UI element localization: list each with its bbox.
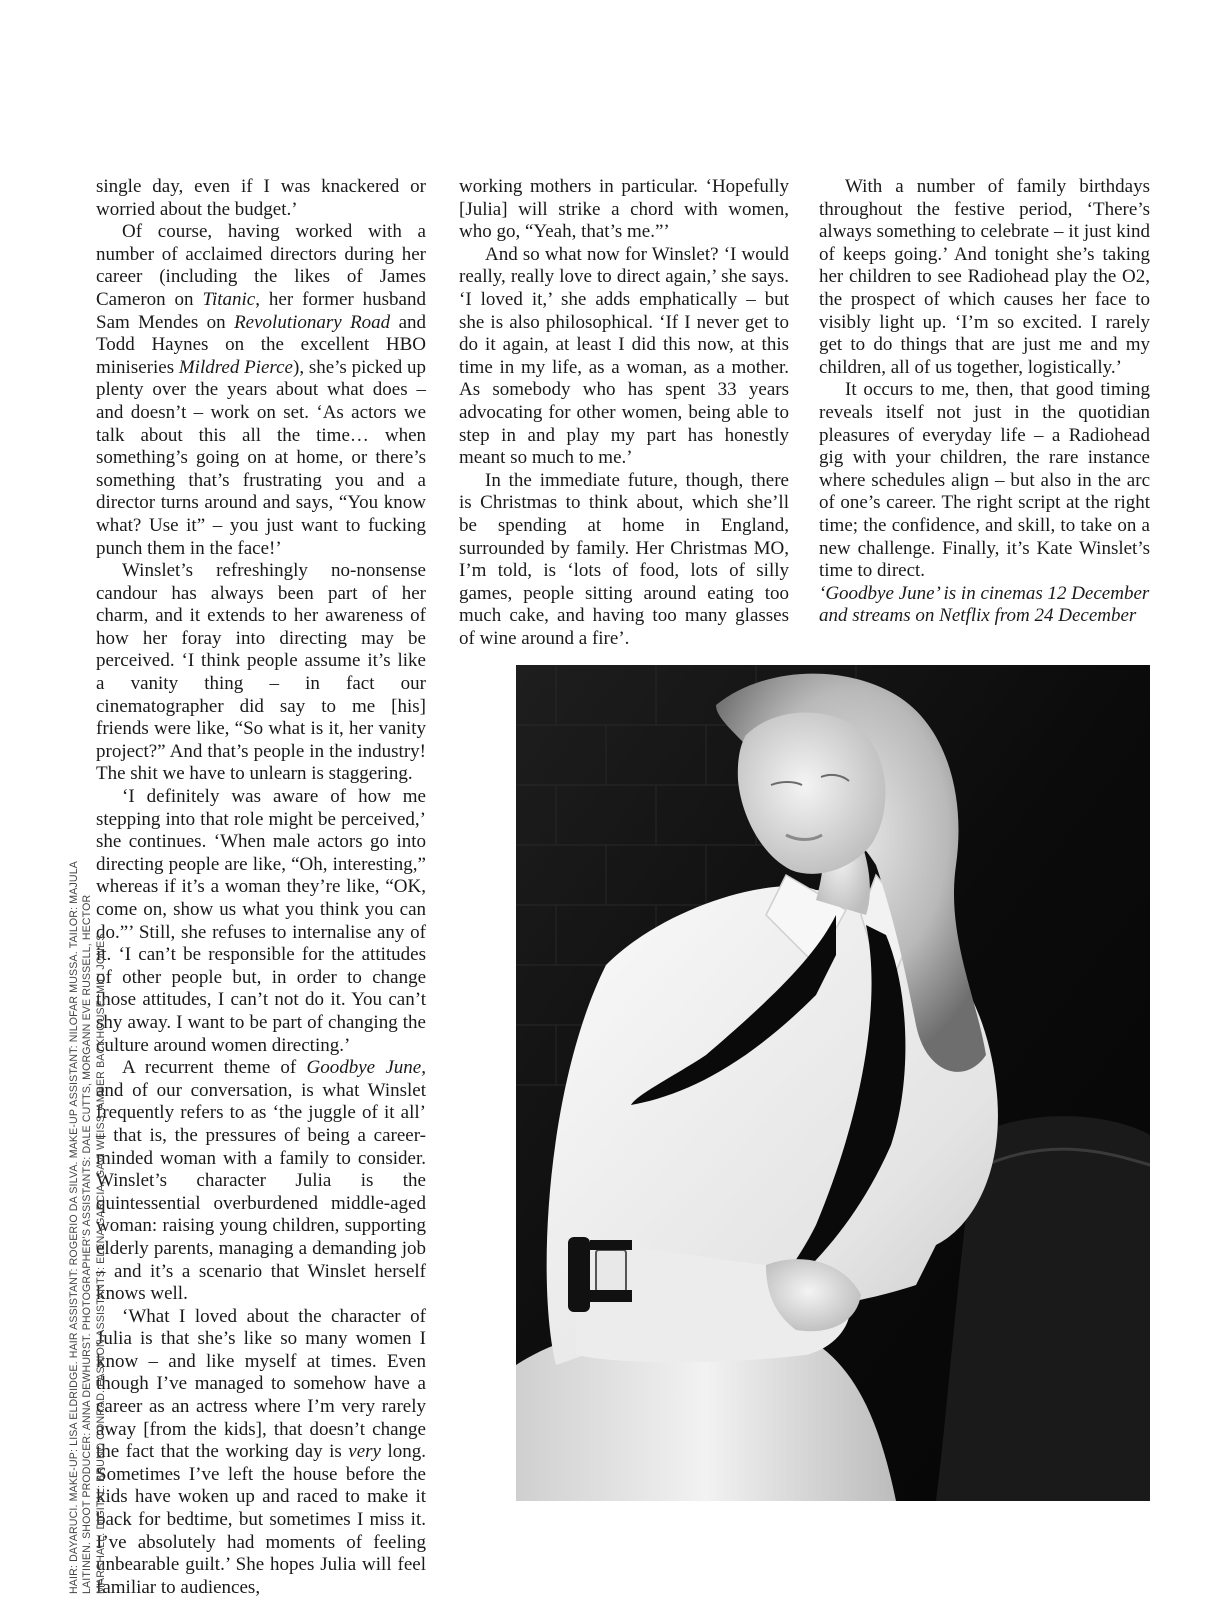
italic-text: Revolutionary Road: [234, 311, 391, 333]
paragraph-text: ‘I definitely was aware of how me stepping into that role might be perceived,’ she continues. ‘When male actors go into directing people are like, “Oh, interesting,” whereas if it’s a woman they’re like, “OK, come on, show us what you think you can do.”’ Still, she refuses to internalise any of it. ‘I can’t be responsible for the attitudes of other people but, in order to change those attitudes, I can’t not do it. You can’t shy away. I want to be part of changing the culture around women directing.’: [96, 786, 426, 1056]
wristwatch: [568, 1237, 632, 1312]
article-paragraph: [819, 379, 1150, 582]
article-paragraph: [819, 583, 1150, 628]
italic-text: Goodbye June,: [306, 1057, 426, 1079]
paragraph-text: and Todd Haynes on the excellent HBO miniseries: [96, 311, 426, 378]
article-paragraph: [459, 176, 789, 244]
article-paragraph: [96, 221, 426, 560]
article-paragraph: [459, 470, 789, 651]
paragraph-text: and of our conversation, is what Winslet frequently refers to as ‘the juggle of it all’ – that is, the pressures of being a career-minded woman with a family to consider. Winslet’s character Julia is the quintessential overburdened middle-aged woman: raising young children, supporting elderly parents, managing a demanding job – and it’s a scenario that Winslet herself knows well.: [96, 1079, 426, 1305]
paragraph-text: , her former husband Sam Mendes on: [96, 288, 426, 333]
paragraph-text: It occurs to me, then, that good timing reveals itself not just in the quotidian pleasures of everyday life – a Radiohead gig with your children, the rare instance where schedules align – but also in the arc of one’s career. The right script at the right time; the confidence, and skill, to take on a new challenge. Finally, it’s Kate Winslet’s time to direct.: [819, 379, 1150, 582]
article-paragraph: [819, 176, 1150, 379]
article-paragraph: [96, 560, 426, 786]
italic-text: Titanic: [202, 288, 256, 310]
paragraph-text: Of course, having worked with a number of acclaimed directors during her career (including the likes of James Cameron on: [96, 221, 426, 310]
italic-text: Mildred Pierce: [178, 356, 293, 378]
credits-line: HAIR: DAYARUCI. MAKE-UP: LISA ELDRIDGE. HAIR ASSISTANT: ROGERIO DA SILVA. MAKE-UP ASSISTANT: NILOFAR MUSSA. TAILOR: MAJULA: [68, 861, 80, 1594]
article-column-2: [459, 176, 789, 650]
paragraph-text: Winslet’s refreshingly no-nonsense candour has always been part of her charm, and it extends to her awareness of how her foray into directing may be perceived. ‘I think people assume it’s like a vanity thing – in fact our cinematographer did say to me [his] friends were like, “So what is it, her vanity project?” And that’s people in the industry! The shit we have to unlearn is staggering.: [96, 560, 426, 785]
credits-line: MARSHALL. DIGITAL: BRUNO CONRAD. FASHION ASSISTANTS: ELENA GARCIA, GAVI WEISS, AMBER BACKHOUSE, MILI JONES: [94, 933, 107, 1594]
italic-text: very: [348, 1441, 381, 1463]
paragraph-text: A recurrent theme of: [122, 1057, 307, 1079]
paragraph-text: With a number of family birthdays throughout the festive period, ‘There’s always something to celebrate – it just kind of keeps going.’ And tonight she’s taking her children to see Radiohead play the O2, the prospect of which causes her face to visibly light up. ‘I’m so excited. I rarely get to do things that are just me and my children, all of us together, logistically.’: [819, 176, 1150, 378]
paragraph-text: In the immediate future, though, there is Christmas to think about, which she’ll be spending at home in England, surrounded by family. Her Christmas MO, I’m told, is ‘lots of food, lots of silly games, people sitting around eating too much cake, and having too many glasses of wine around a fire’.: [459, 469, 789, 649]
portrait-photo: [516, 665, 1150, 1501]
article-paragraph: [459, 244, 789, 470]
article-column-1: [96, 176, 426, 1599]
paragraph-text: long. Sometimes I’ve left the house before the kids have woken up and raced to make it back for bedtime, but sometimes I miss it. I’ve absolutely had moments of feeling unbearable guilt.’ She hopes Julia will feel familiar to audiences,: [96, 1441, 426, 1598]
paragraph-text: ), she’s picked up plenty over the years about what does – and doesn’t – work on set. ‘As actors we talk about this all the time… when something’s going on at home, or there’s something that’s frustrating you and a director turns around and says, “You know what? Use it” – you just want to fucking punch them in the face!’: [96, 356, 426, 559]
paragraph-text: ‘What I loved about the character of Julia is that she’s like so many women I know – and like myself at times. Even though I’ve managed to somehow have a career as an actress where I’m very rarely away [from the kids], that doesn’t change the fact that the working day is: [96, 1305, 426, 1463]
article-paragraph: [96, 786, 426, 1057]
article-column-3: [819, 176, 1150, 628]
paragraph-text: And so what now for Winslet? ‘I would really, really love to direct again,’ she says. ‘I loved it,’ she adds emphatically – but she is also philosophical. ‘If I never get to do it again, at least I did this now, at this time in my life, as a woman, as a mother. As somebody who has spent 33 years advocating for other women, being able to step in and play my part has honestly meant so much to me.’: [459, 243, 789, 469]
article-paragraph: [96, 176, 426, 221]
article-paragraph: [96, 1057, 426, 1306]
paragraph-text: single day, even if I was knackered or worried about the budget.’: [96, 176, 426, 220]
credits-line: LAITINEN. SHOOT PRODUCER: ANNA DEWHURST. PHOTOGRAPHER’S ASSISTANTS: DALE CUTTS, MORGANN EVE RUSSELL, HECTOR: [81, 894, 94, 1594]
paragraph-text: working mothers in particular. ‘Hopefully [Julia] will strike a chord with women, who go, “Yeah, that’s me.”’: [459, 176, 789, 243]
portrait-illustration: [516, 665, 1150, 1501]
article-paragraph: [96, 1306, 426, 1600]
photo-credits: [68, 794, 108, 1594]
italic-text: ‘Goodbye June’ is in cinemas 12 December and streams on Netflix from 24 December: [819, 582, 1150, 627]
